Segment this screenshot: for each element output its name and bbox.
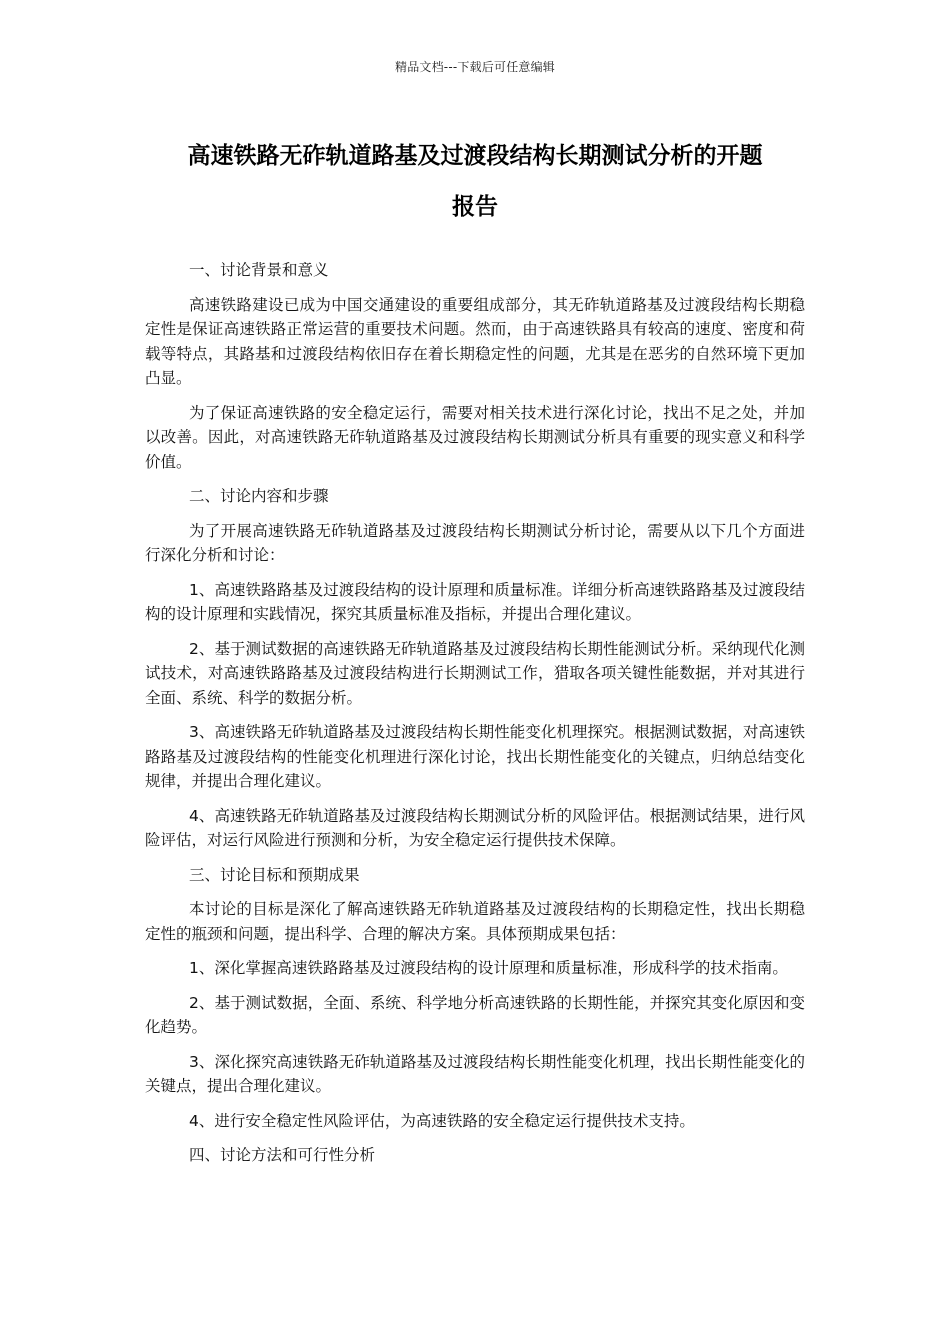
- list-item-goal-1: 1、深化掌握高速铁路路基及过渡段结构的设计原理和质量标准，形成科学的技术指南。: [189, 959, 788, 977]
- section-heading-methods: 四、讨论方法和可行性分析: [189, 1146, 376, 1164]
- list-item-goal-3: 3、深化探究高速铁路无砟轨道路基及过渡段结构长期性能变化机理，找出长期性能变化的关键点，提出合理化建议。: [145, 1052, 805, 1095]
- section-heading-content-steps: 二、讨论内容和步骤: [189, 487, 329, 505]
- document-body: [145, 258, 805, 1178]
- list-item-content-1: 1、高速铁路路基及过渡段结构的设计原理和质量标准。详细分析高速铁路路基及过渡段结构的设计原理和实践情况，探究其质量标准及指标，并提出合理化建议。: [145, 580, 805, 623]
- document-title-line-1: 高速铁路无砟轨道路基及过渡段结构长期测试分析的开题: [187, 143, 763, 169]
- list-item-goal-4: 4、进行安全稳定性风险评估，为高速铁路的安全稳定运行提供技术支持。: [189, 1111, 695, 1130]
- paragraph-background-2: 为了保证高速铁路的安全稳定运行，需要对相关技术进行深化讨论，找出不足之处，并加以改善。因此，对高速铁路无砟轨道路基及过渡段结构长期测试分析具有重要的现实意义和科学价值。: [145, 403, 805, 471]
- header-note: 精品文档---下载后可任意编辑: [395, 60, 555, 74]
- document-title-line-2: 报告: [452, 194, 498, 220]
- paragraph-goals-intro: 本讨论的目标是深化了解高速铁路无砟轨道路基及过渡段结构的长期稳定性，找出长期稳定性的瓶颈和问题，提出科学、合理的解决方案。具体预期成果包括：: [145, 900, 805, 943]
- list-item-content-4: 4、高速铁路无砟轨道路基及过渡段结构长期测试分析的风险评估。根据测试结果，进行风险评估，对运行风险进行预测和分析，为安全稳定运行提供技术保障。: [145, 806, 805, 849]
- list-item-content-2: 2、基于测试数据的高速铁路无砟轨道路基及过渡段结构长期性能测试分析。采纳现代化测试技术，对高速铁路路基及过渡段结构进行长期测试工作，猎取各项关键性能数据，并对其进行全面、系统、科学的数据分析。: [145, 639, 805, 707]
- paragraph-background-1: 高速铁路建设已成为中国交通建设的重要组成部分，其无砟轨道路基及过渡段结构长期稳定性是保证高速铁路正常运营的重要技术问题。然而，由于高速铁路具有较高的速度、密度和荷载等特点，其路基和过渡段结构依旧存在着长期稳定性的问题，尤其是在恶劣的自然环境下更加凸显。: [145, 295, 805, 387]
- section-heading-goals: 三、讨论目标和预期成果: [189, 865, 360, 884]
- list-item-content-3: 3、高速铁路无砟轨道路基及过渡段结构长期性能变化机理探究。根据测试数据，对高速铁路路基及过渡段结构的性能变化机理进行深化讨论，找出长期性能变化的关键点，归纳总结变化规律，并提出合理化建议。: [145, 723, 805, 790]
- paragraph-content-intro: 为了开展高速铁路无砟轨道路基及过渡段结构长期测试分析讨论，需要从以下几个方面进行深化分析和讨论：: [145, 521, 805, 564]
- section-heading-background: 一、讨论背景和意义: [189, 261, 329, 279]
- list-item-goal-2: 2、基于测试数据，全面、系统、科学地分析高速铁路的长期性能，并探究其变化原因和变化趋势。: [145, 993, 805, 1036]
